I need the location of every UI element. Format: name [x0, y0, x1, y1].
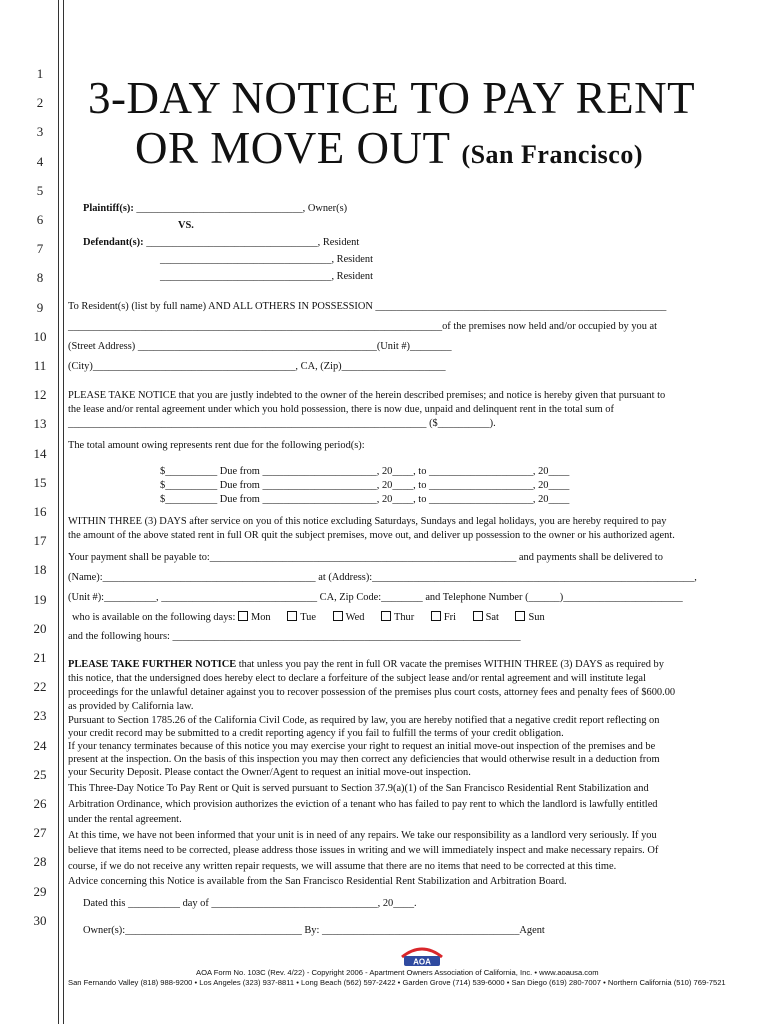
line-number: 18 [33, 562, 47, 578]
inspection-line-3: your Security Deposit. Please contact the Owner/Agent to request an initial move-out inspection. [68, 767, 471, 778]
further-notice-lead: PLEASE TAKE FURTHER NOTICE [68, 659, 237, 670]
day-fri-label: Fri [443, 612, 456, 623]
defendant-blank-1: _________________________________, Resident [143, 237, 360, 248]
line-number: 25 [33, 766, 47, 782]
defendant-line-2[interactable]: _________________________________, Resident [160, 254, 374, 265]
day-mon-label: Mon [250, 612, 271, 623]
line-number: 24 [33, 737, 47, 753]
line-number: 23 [33, 708, 47, 724]
further-notice-line-2: this notice, that the undersigned does hereby elect to declare a forfeiture of the subject lease and/or rental agreement and will institute legal [68, 673, 646, 684]
day-thur-label: Thur [394, 612, 415, 623]
resident-names-field[interactable]: To Resident(s) (list by full name) AND ALL OTHERS IN POSSESSION ________________________________________________________ [68, 301, 667, 312]
versus-label: VS. [178, 220, 194, 231]
rent-period-row[interactable]: $__________ Due from ______________________, 20____, to ____________________, 20____ [160, 480, 570, 491]
line-number: 22 [33, 679, 47, 695]
day-wed-label: Wed [345, 612, 365, 623]
checkbox-tue[interactable] [287, 611, 297, 621]
day-sun-label: Sun [528, 612, 545, 623]
premises-line[interactable]: ________________________________________________________________________of the premises now held and/or occupied by you at [68, 321, 658, 332]
line-number: 20 [33, 620, 47, 636]
notice-text-line-2: the lease and/or rental agreement under which you hold possession, there is now due, unpaid and delinquent rent in the total sum of [68, 404, 614, 415]
line-number: 11 [33, 358, 47, 373]
ordinance-line-2: Arbitration Ordinance, which provision authorizes the eviction of a tenant who has failed to pay rent to which the landlord is lawfully entitled [68, 799, 658, 810]
payable-to-field[interactable]: Your payment shall be payable to:___________________________________________________________ and payments shall be delivered to [68, 552, 663, 563]
dated-field[interactable]: Dated this __________ day of ________________________________, 20____. [83, 898, 417, 909]
city-zip-field[interactable]: (City)_______________________________________, CA, (Zip)____________________ [68, 361, 446, 372]
payee-name-address-field[interactable]: (Name):_________________________________________ at (Address):______________________________________________________________, [68, 572, 697, 583]
line-number: 16 [33, 504, 47, 519]
notice-text-line-1: PLEASE TAKE NOTICE that you are justly indebted to the owner of the herein described premises; and notice is hereby given that pursuant to [68, 390, 666, 401]
line-numbers [0, 0, 60, 1024]
checkbox-sun[interactable] [515, 611, 525, 621]
line-number: 26 [33, 796, 47, 811]
rent-period-row[interactable]: $__________ Due from ______________________, 20____, to ____________________, 20____ [160, 494, 570, 505]
line-number: 27 [33, 825, 47, 841]
line-number: 12 [33, 387, 47, 403]
owner-agent-signature-field[interactable]: Owner(s):__________________________________ By: ______________________________________Agent [83, 925, 545, 936]
line-number: 13 [33, 416, 47, 432]
repairs-line-3: course, if we do not receive any written repair requests, we will assume that there are no items that need to be corrected at this time. [68, 861, 617, 872]
line-number: 28 [33, 854, 47, 870]
aoa-logo [398, 945, 446, 967]
line-number: 10 [33, 328, 47, 344]
available-hours-field[interactable]: and the following hours: ___________________________________________________________________ [68, 631, 521, 642]
available-days-row [72, 611, 545, 623]
checkbox-wed[interactable] [333, 611, 343, 621]
line-number: 17 [33, 533, 47, 549]
line-number: 1 [36, 66, 44, 81]
within-three-days-line-1: WITHIN THREE (3) DAYS after service on you of this notice excluding Saturdays, Sundays and legal holidays, you are hereby required to pay [68, 516, 667, 527]
credit-report-line-2: your credit record may be submitted to a credit reporting agency if you fail to fulfill the terms of your credit obligation. [68, 728, 564, 739]
day-tue-label: Tue [300, 612, 316, 623]
defendant-label: Defendant(s): [83, 237, 144, 248]
line-number: 2 [36, 95, 44, 111]
payee-unit-phone-field[interactable]: (Unit #):__________, ______________________________ CA, Zip Code:________ and Telephone Number (______)_______________________ [68, 592, 683, 603]
checkbox-fri[interactable] [431, 611, 441, 621]
further-notice-line-1 [68, 659, 664, 670]
available-days-label: who is available on the following days: [72, 612, 236, 623]
periods-intro: The total amount owing represents rent due for the following period(s): [68, 440, 365, 451]
line-number: 7 [36, 241, 44, 257]
checkbox-mon[interactable] [238, 611, 248, 621]
street-address-field[interactable]: (Street Address) ______________________________________________(Unit #)________ [68, 341, 452, 352]
svg-text:AOA: AOA [413, 957, 431, 967]
title-subtitle: (San Francisco) [461, 140, 643, 169]
total-sum-field[interactable]: _____________________________________________________________________ ($__________). [68, 418, 496, 429]
line-number: 19 [33, 591, 47, 607]
day-sat-label: Sat [485, 612, 499, 623]
defendant-line-1[interactable] [83, 237, 359, 248]
credit-report-line-1: Pursuant to Section 1785.26 of the California Civil Code, as required by law, you are hereby notified that a negative credit report reflecting on [68, 715, 660, 726]
checkbox-thur[interactable] [381, 611, 391, 621]
further-notice-rest: that unless you pay the rent in full OR vacate the premises WITHIN THREE (3) DAYS as required by [236, 659, 664, 670]
repairs-line-2: believe that items need to be corrected, please address those issues in writing and we will immediately inspect and make necessary repairs. Of [68, 845, 659, 856]
repairs-line-1: At this time, we have not been informed that your unit is in need of any repairs. We take our responsibility as a landlord very seriously. If you [68, 830, 657, 841]
inspection-line-1: If your tenancy terminates because of this notice you may exercise your right to request an initial move-out inspection of the premises and be [68, 741, 656, 752]
footer-copyright: AOA Form No. 103C (Rev. 4/22) - Copyright 2006 - Apartment Owners Association of California, Inc. • www.aoausa.com [196, 968, 599, 977]
advice-line: Advice concerning this Notice is available from the San Francisco Residential Rent Stabilization and Arbitration Board. [68, 876, 567, 887]
defendant-line-3[interactable]: _________________________________, Resident [160, 271, 374, 282]
footer-offices: San Fernando Valley (818) 988-9200 • Los Angeles (323) 937-8811 • Long Beach (562) 597-2422 • Garden Grove (714) 539-6000 • San Diego (619) 280-7007 • Northern California (510) 769-7521 [68, 978, 726, 987]
title-main: OR MOVE OUT [135, 123, 462, 173]
line-number: 6 [36, 212, 44, 227]
plaintiff-blank: ________________________________, Owner(s) [133, 203, 348, 214]
ordinance-line-3: under the rental agreement. [68, 814, 182, 825]
further-notice-line-3: proceedings for the unlawful detainer against you to recover possession of the premises plus court costs, attorney fees and penalty fees of $600.00 [68, 687, 676, 698]
line-number: 30 [33, 912, 47, 928]
title-line-1: 3-DAY NOTICE TO PAY RENT [88, 73, 696, 123]
title-line-2 [135, 122, 643, 174]
line-number: 15 [33, 474, 47, 490]
line-number: 5 [36, 182, 44, 198]
line-number: 14 [33, 445, 47, 461]
rent-period-row[interactable]: $__________ Due from ______________________, 20____, to ____________________, 20____ [160, 466, 570, 477]
line-number: 4 [36, 153, 44, 169]
line-number: 8 [36, 270, 44, 286]
line-number: 3 [36, 124, 44, 140]
within-three-days-line-2: the amount of the above stated rent in full OR quit the subject premises, move out, and deliver up possession to the owner or his authorized agent. [68, 530, 675, 541]
plaintiff-label: Plaintiff(s): [83, 203, 134, 214]
further-notice-line-4: as provided by California law. [68, 701, 194, 712]
line-number: 21 [33, 650, 47, 665]
line-number: 29 [33, 883, 47, 899]
line-number: 9 [36, 299, 44, 315]
plaintiff-line[interactable] [83, 203, 347, 214]
margin-line-right [63, 0, 64, 1024]
ordinance-line-1: This Three-Day Notice To Pay Rent or Quit is served pursuant to Section 37.9(a)(1) of the San Francisco Residential Rent Stabilization and [68, 783, 649, 794]
checkbox-sat[interactable] [473, 611, 483, 621]
inspection-line-2: present at the inspection. On the basis of this inspection you may then correct any deficiencies that would otherwise result in a deduction from [68, 754, 660, 765]
